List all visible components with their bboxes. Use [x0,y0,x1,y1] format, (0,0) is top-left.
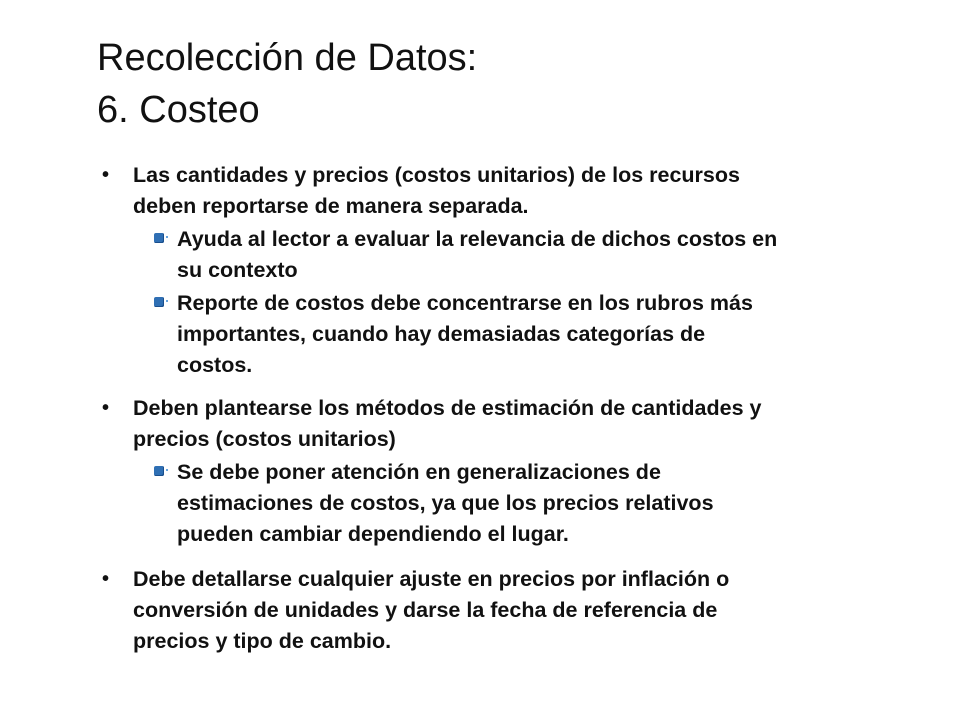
sub-bullet-text-line: pueden cambiar dependiendo el lugar. [177,522,569,546]
bullet-item [97,564,937,657]
sub-bullet-text-line: importantes, cuando hay demasiadas categorías de [177,322,706,346]
bullet-dot-icon: • [102,164,110,186]
marker-tick-icon [166,236,168,238]
square-marker-icon [154,297,164,307]
bullet-dot-icon: • [102,397,110,419]
square-marker-icon [154,466,164,476]
sub-bullet-text-line: su contexto [177,258,298,282]
bullet-text-line: deben reportarse de manera separada. [133,194,529,218]
sub-bullet-text-line: costos. [177,353,253,377]
square-marker-icon [154,233,164,243]
title-line-2: 6. Costeo [97,89,260,131]
sub-bullet-text-line: Ayuda al lector a evaluar la relevancia de dichos costos en [177,227,778,251]
bullet-text-line: precios y tipo de cambio. [133,629,392,653]
bullet-text-line: precios (costos unitarios) [133,427,396,451]
sub-bullet-item [133,457,937,550]
slide-title [97,32,917,136]
bullet-item [97,160,937,222]
sub-bullet-text-line: Reporte de costos debe concentrarse en los rubros más [177,291,753,315]
bullet-text-line: conversión de unidades y darse la fecha de referencia de [133,598,718,622]
sub-bullet-text-line: Se debe poner atención en generalizaciones de [177,460,661,484]
bullet-text-line: Deben plantearse los métodos de estimación de cantidades y [133,396,762,420]
title-line-1: Recolección de Datos: [97,37,478,79]
marker-tick-icon [166,469,168,471]
sub-bullet-item [133,224,937,286]
bullet-text-line: Las cantidades y precios (costos unitarios) de los recursos [133,163,740,187]
slide-body [97,160,937,657]
sub-bullet-text-line: estimaciones de costos, ya que los precios relativos [177,491,714,515]
sub-bullet-item [133,288,937,381]
bullet-text-line: Debe detallarse cualquier ajuste en precios por inflación o [133,567,730,591]
bullet-dot-icon: • [102,568,110,590]
marker-tick-icon [166,300,168,302]
bullet-item [97,393,937,455]
